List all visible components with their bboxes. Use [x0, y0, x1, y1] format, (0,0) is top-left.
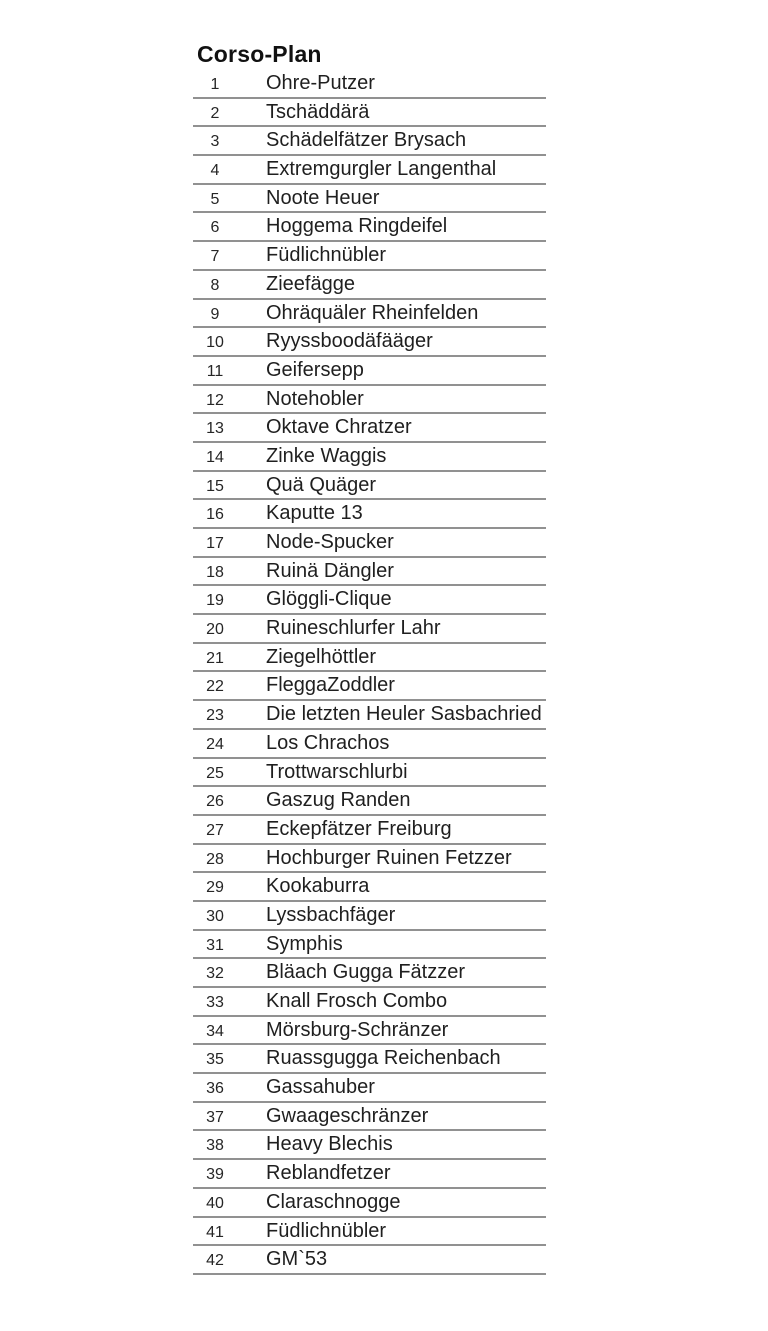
table-row: [193, 1160, 546, 1189]
entry-name: Zieefägge: [266, 272, 355, 295]
table-row: [193, 586, 546, 615]
entry-number: 16: [206, 506, 224, 524]
table-row: [193, 185, 546, 214]
entry-number: 9: [210, 305, 220, 323]
table-row: [193, 1131, 546, 1160]
entry-name: Glöggli-Clique: [266, 588, 392, 611]
entry-name: Oktave Chratzer: [266, 416, 412, 439]
table-row: [193, 300, 546, 329]
entry-number: 14: [206, 448, 224, 466]
entry-name: Gaszug Randen: [266, 789, 411, 812]
entry-name: Tschäddärä: [266, 100, 370, 123]
entry-number: 26: [206, 793, 224, 811]
entry-number: 39: [206, 1166, 224, 1184]
entry-number: 38: [206, 1137, 224, 1155]
entry-name: Node-Spucker: [266, 531, 394, 553]
entry-number: 37: [206, 1108, 224, 1126]
entry-name: GM`53: [266, 1248, 328, 1271]
entry-name: Kaputte 13: [266, 502, 363, 525]
table-row: [193, 271, 546, 300]
entry-number: 12: [206, 391, 224, 409]
entry-number: 30: [206, 907, 224, 925]
entry-name: Notehobler: [266, 387, 364, 410]
entry-number: 21: [206, 649, 224, 667]
table-row: [193, 558, 546, 587]
entry-number: 32: [206, 965, 224, 983]
entry-name: Ryyssboodäfääger: [266, 330, 433, 353]
table-row: [193, 988, 546, 1017]
table-row: [193, 873, 546, 902]
table-row: [193, 1074, 546, 1103]
entry-name: Noote Heuer: [266, 186, 380, 209]
entry-number: 41: [206, 1223, 224, 1241]
table-row: [193, 99, 546, 128]
entry-number: 1: [210, 76, 220, 93]
entry-name: Ruineschlurfer Lahr: [266, 617, 441, 640]
entry-name: Ohre-Putzer: [266, 72, 375, 94]
table-row: [193, 357, 546, 386]
table-row: [193, 931, 546, 960]
entry-number: 40: [206, 1194, 224, 1212]
entry-number: 36: [206, 1080, 224, 1098]
entry-name: Füdlichnübler: [266, 244, 387, 267]
table-row: [193, 816, 546, 845]
entry-number: 18: [206, 563, 224, 581]
table-row: [193, 213, 546, 242]
entry-name: Zinke Waggis: [266, 444, 387, 467]
entry-number: 2: [210, 104, 220, 122]
entry-name: Bläach Gugga Fätzzer: [266, 961, 465, 984]
table-row: [193, 672, 546, 701]
entry-number: 20: [206, 621, 224, 639]
entry-number: 3: [210, 133, 220, 151]
table-row: [193, 845, 546, 874]
entry-name: Ruassgugga Reichenbach: [266, 1047, 501, 1070]
table-row: [193, 1045, 546, 1074]
entry-number: 10: [206, 334, 224, 352]
entry-number: 6: [210, 219, 220, 237]
entry-name: Die letzten Heuler Sasbachried: [266, 703, 542, 726]
table-row: [193, 414, 546, 443]
entry-name: Füdlichnübler: [266, 1219, 387, 1242]
entry-number: 35: [206, 1051, 224, 1069]
table-row: [193, 787, 546, 816]
entry-number: 27: [206, 821, 224, 839]
entry-name: Heavy Blechis: [266, 1133, 393, 1156]
entry-number: 29: [206, 879, 224, 897]
table-row: [193, 328, 546, 357]
entry-name: Eckepfätzer Freiburg: [266, 817, 452, 840]
entry-number: 22: [206, 678, 224, 696]
entry-number: 19: [206, 592, 224, 610]
entry-name: Symphis: [266, 932, 343, 955]
table-row: [193, 242, 546, 271]
entry-number: 13: [206, 420, 224, 438]
entry-name: Claraschnogge: [266, 1190, 401, 1213]
corso-plan-document: [193, 40, 546, 1275]
entry-number: 23: [206, 707, 224, 725]
table-row: [193, 500, 546, 529]
entry-name: Extremgurgler Langenthal: [266, 158, 497, 181]
entry-number: 17: [206, 535, 224, 552]
entry-name: Gassahuber: [266, 1076, 375, 1099]
table-row: [193, 127, 546, 156]
table-row: [193, 730, 546, 759]
entry-number: 5: [210, 190, 220, 208]
entry-number: 8: [210, 276, 220, 294]
entry-name: Trottwarschlurbi: [266, 760, 408, 783]
table-row: [193, 70, 546, 99]
table-row: [193, 1189, 546, 1218]
table-row: [193, 644, 546, 673]
entry-name: Lyssbachfäger: [266, 903, 396, 926]
entry-number: 34: [206, 1022, 224, 1040]
entry-name: Quä Quäger: [266, 473, 377, 496]
corso-list: [193, 70, 546, 1275]
entry-name: Mörsburg-Schränzer: [266, 1018, 449, 1041]
entry-name: Hoggema Ringdeifel: [266, 215, 448, 238]
entry-number: 33: [206, 994, 224, 1011]
entry-number: 4: [210, 162, 220, 180]
entry-name: Gwaageschränzer: [266, 1104, 429, 1127]
entry-name: Geifersepp: [266, 358, 364, 381]
entry-name: Kookaburra: [266, 875, 370, 898]
entry-name: Los Chrachos: [266, 731, 390, 754]
entry-number: 7: [210, 248, 220, 266]
entry-number: 28: [206, 850, 224, 868]
entry-name: Schädelfätzer Brysach: [266, 129, 467, 152]
entry-number: 15: [206, 477, 224, 495]
entry-name: Ziegelhöttler: [266, 645, 377, 668]
entry-number: 31: [206, 936, 224, 954]
entry-number: 25: [206, 764, 224, 782]
entry-name: Reblandfetzer: [266, 1162, 391, 1185]
table-row: [193, 1218, 546, 1247]
entry-number: 42: [206, 1252, 224, 1270]
table-row: [193, 615, 546, 644]
entry-name: Ohräquäler Rheinfelden: [266, 301, 479, 324]
table-row: [193, 1017, 546, 1046]
entry-name: FleggaZoddler: [266, 674, 395, 697]
entry-name: Hochburger Ruinen Fetzzer: [266, 846, 512, 869]
table-row: [193, 472, 546, 501]
entry-name: Knall Frosch Combo: [266, 990, 448, 1012]
table-row: [193, 701, 546, 730]
page-title: Corso-Plan: [197, 41, 322, 67]
table-row: [193, 902, 546, 931]
table-row: [193, 156, 546, 185]
table-row: [193, 1103, 546, 1132]
table-row: [193, 443, 546, 472]
table-row: [193, 959, 546, 988]
entry-number: 24: [206, 735, 224, 753]
entry-number: 11: [206, 362, 224, 380]
table-row: [193, 529, 546, 558]
table-row: [193, 386, 546, 415]
table-row: [193, 1246, 546, 1275]
entry-name: Ruinä Dängler: [266, 559, 394, 582]
table-row: [193, 759, 546, 788]
